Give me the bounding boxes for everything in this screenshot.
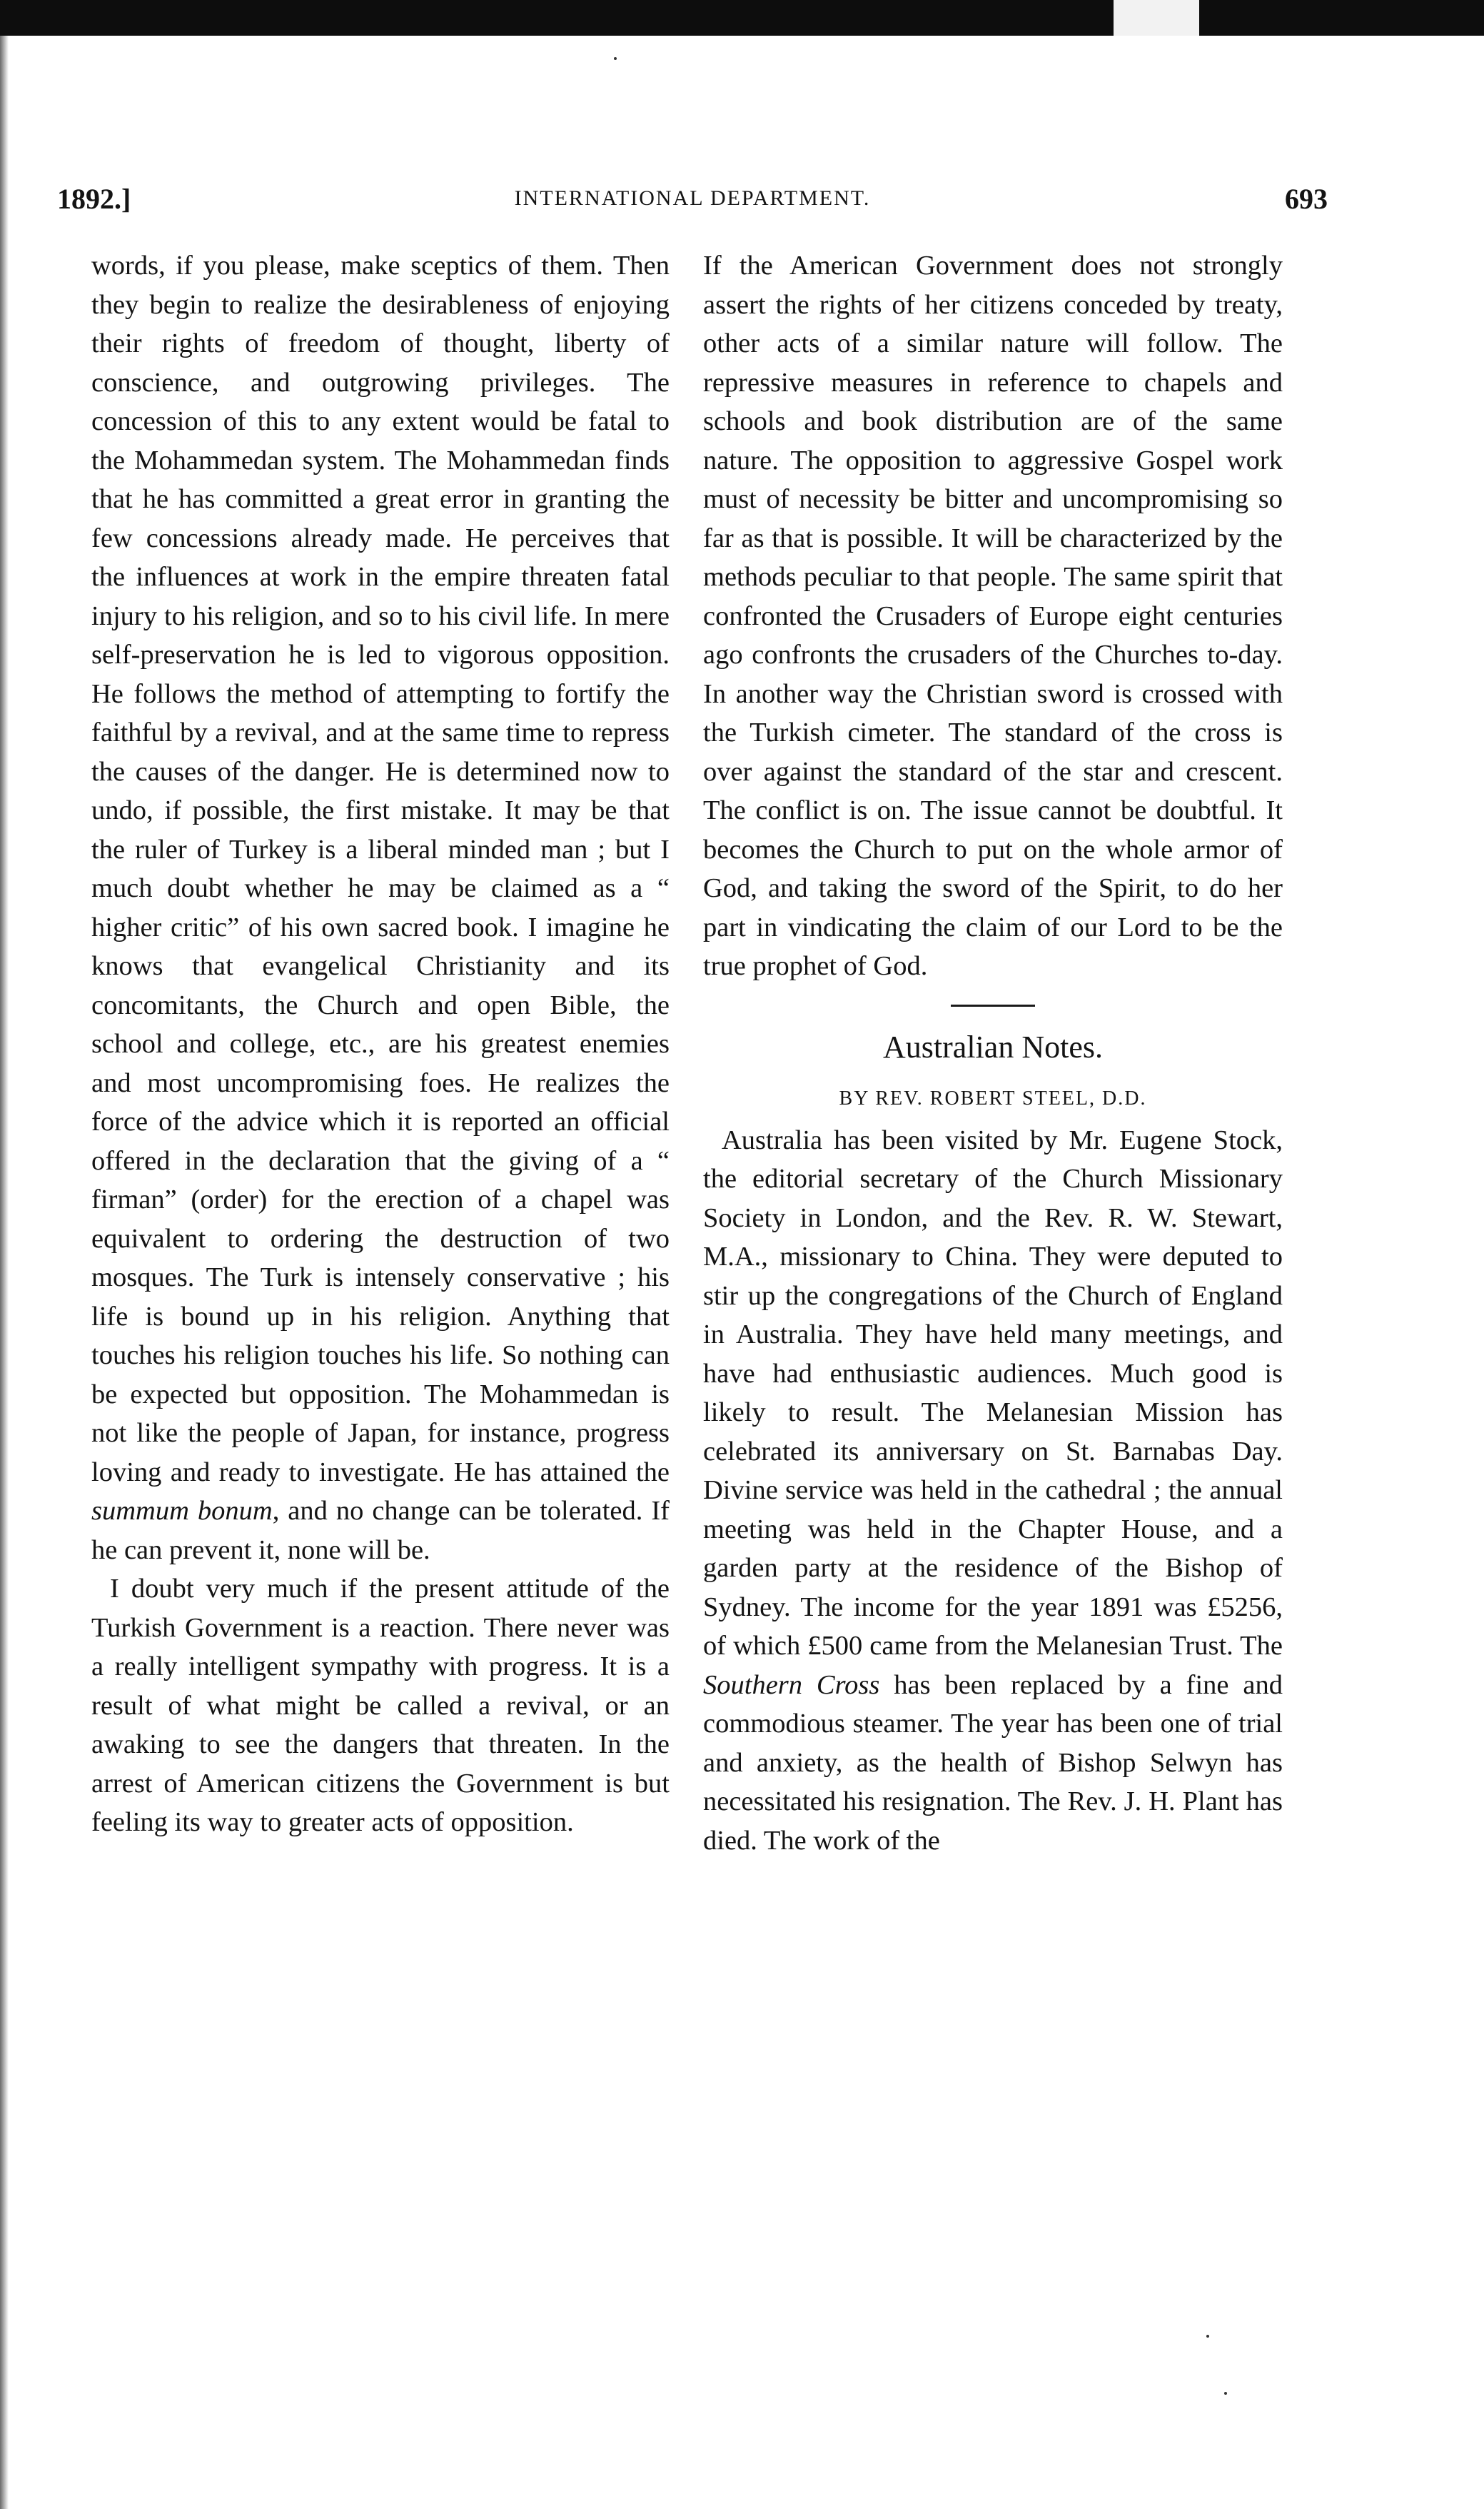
left-p1-text: words, if you please, make sceptics of them. Then they begin to realize the desirableness of enjoying their rights of freedom of thought, liberty of conscience, and outgrowing privileges. The concession of this to any extent would be fatal to the Mohammedan system. The Mohammedan finds that he has committed a great error in granting the few concessions already made. He perceives that the influences at work in the empire threaten fatal injury to his religion, and so to his civil life. In mere self-preservation he is led to vigorous opposition. He follows the method of attempting to fortify the faithful by a revival, and at the same time to repress the causes of the danger. He is determined now to undo, if possible, the first mistake. It may be that the ruler of Turkey is a liberal minded man ; but I much doubt whether he may be claimed as a “ higher critic” of his own sacred book. I imagine he knows that evangelical Christianity and its concomitants, the Church and open Bible, the school and college, etc., are his greatest enemies and most uncompromising foes. He realizes the force of the advice which it is reported an official offered in the declaration that the giving of a “ firman” (order) for the erection of a chapel was equivalent to ordering the destruction of two mosques. The Turk is intensely conservative ; his life is bound up in his religion. Anything that touches his religion touches his life. So nothing can be expected but opposition. The Mohammedan is not like the people of Japan, for instance, progress loving and ready to investigate. He has attained the [91,251,670,1487]
header-year: 1892.] [57,183,131,215]
left-p1-end: , and no change can be tolerated. If he can prevent it, none will be. [91,1496,670,1565]
left-paragraph-2: I doubt very much if the present attitude of the Turkish Government is a reaction. There never was a really intelligent sympathy with progress. It is a result of what might be called a revival, or an awaking to see the dangers that threaten. In the arrest of American citizens the Government is but feeling its way to greater acts of opposition. [91,1574,670,1837]
right-p2-italic: Southern Cross [703,1669,880,1700]
right-paragraph-1: If the American Government does not strongly assert the rights of her citizens conceded by treaty, other acts of a similar nature will follow. The repressive measures in reference to chapels and schools and book distribution are of the same nature. The opposition to aggressive Gospel work must of necessity be bitter and uncompromising so far as that is possible. It will be characterized by the methods peculiar to that people. The same spirit that confronted the Crusaders of Europe eight centuries ago confronts the crusaders of the Churches to-day. In another way the Christian sword is crossed with the Turkish cimeter. The standard of the cross is over against the standard of the star and crescent. The conflict is on. The issue cannot be doubtful. It becomes the Church to put on the whole armor of God, and taking the sword of the Spirit, to do her part in vindicating the claim of our Lord to be the true prophet of God. [703,251,1283,981]
right-paragraph-2 [703,1121,1283,1861]
section-byline: BY REV. ROBERT STEEL, D.D. [839,1087,1147,1110]
scan-top-border [0,0,1484,36]
scan-speck [1206,2335,1209,2338]
section-divider [951,1005,1035,1007]
right-column [703,246,1283,2474]
running-header [57,182,1328,225]
right-p2-text: Australia has been visited by Mr. Eugene Stock, the editorial secretary of the Church Missionary Society in London, and the Rev. R. W. Stewart, M.A., missionary to China. They were deputed to stir up the congregations of the Church of England in Australia. They have held many meetings, and have had enthusiastic audiences. Much good is likely to result. The Melanesian Mission has celebrated its anniversary on St. Barnabas Day. Divine service was held in the cathedral ; the annual meeting was held in the Chapter House, and a garden party at the residence of the Bishop of Sydney. The income for the year 1891 was £5256, of which £500 came from the Melanesian Trust. The [703,1125,1283,1661]
scan-speck [1224,2392,1227,2395]
left-p1-italic: summum bonum [91,1496,273,1526]
scan-left-edge [0,36,9,2509]
right-p2-end: has been replaced by a fine and commodious steamer. The year has been one of trial and anxiety, as the health of Bishop Selwyn has necessitated his resignation. The Rev. J. H. Plant has died. The work of the [703,1669,1283,1856]
left-column [91,246,670,2474]
scan-border-notch [1114,0,1199,36]
section-title: Australian Notes. [883,1029,1103,1065]
page-number: 693 [1285,183,1328,215]
scan-speck [614,57,617,60]
header-title: INTERNATIONAL DEPARTMENT. [514,186,871,210]
left-paragraph-1 [91,246,670,1569]
